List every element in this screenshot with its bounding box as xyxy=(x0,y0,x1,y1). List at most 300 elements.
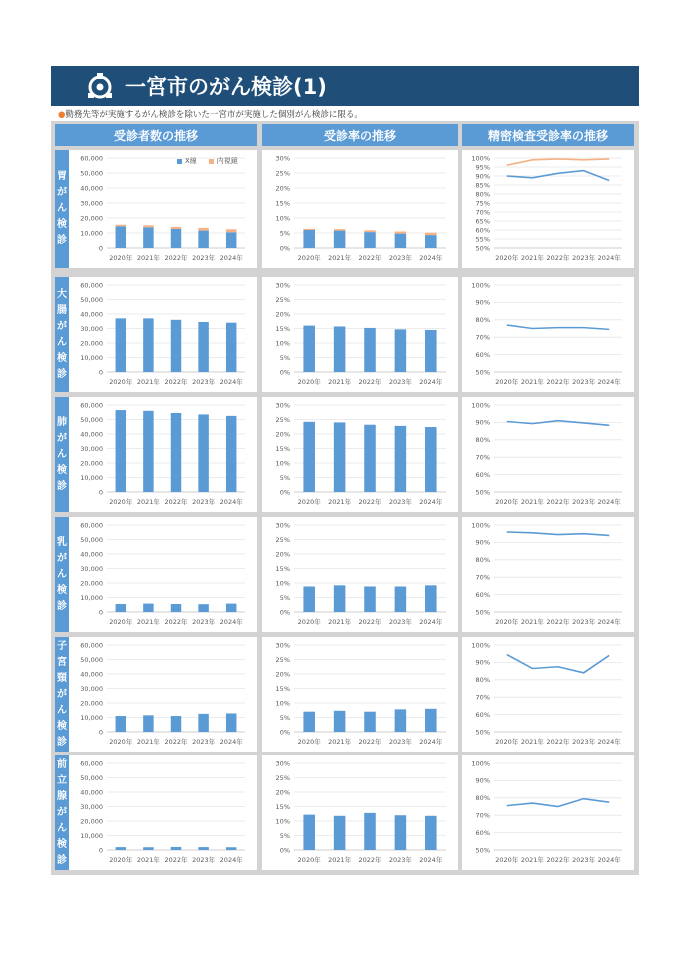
chart-svg xyxy=(462,755,634,870)
bar xyxy=(395,234,407,248)
x-tick-label: 2023年 xyxy=(192,856,216,864)
series-line xyxy=(507,799,609,807)
y-tick-label: 30,000 xyxy=(80,564,103,573)
y-tick-label: 60,000 xyxy=(80,154,103,163)
y-tick-label: 90% xyxy=(475,776,490,785)
x-tick-label: 2023年 xyxy=(572,254,596,262)
chart-svg xyxy=(262,277,458,392)
footnote-text: 勤務先等が実施するがん検診を除いた一宮市が実施した個別がん検診に限る。 xyxy=(65,110,363,120)
y-tick-label: 30,000 xyxy=(80,444,103,453)
bar xyxy=(198,231,208,248)
x-tick-label: 2022年 xyxy=(546,738,570,746)
bar xyxy=(334,816,346,850)
x-tick-label: 2021年 xyxy=(520,856,544,864)
y-tick-label: 60,000 xyxy=(80,641,103,650)
y-tick-label: 30,000 xyxy=(80,684,103,693)
y-tick-label: 30,000 xyxy=(80,199,103,208)
x-tick-label: 2024年 xyxy=(597,856,621,864)
x-tick-label: 2022年 xyxy=(358,498,382,506)
y-tick-label: 0 xyxy=(98,488,103,497)
y-tick-label: 25% xyxy=(275,655,290,664)
y-tick-label: 10,000 xyxy=(80,473,103,482)
bar xyxy=(425,233,437,235)
x-tick-label: 2023年 xyxy=(572,738,596,746)
x-tick-label: 2022年 xyxy=(164,254,188,262)
bar xyxy=(198,414,208,492)
y-tick-label: 10% xyxy=(275,579,290,588)
bar xyxy=(226,229,236,232)
y-tick-label: 70% xyxy=(475,208,490,217)
series-line xyxy=(507,171,609,181)
x-tick-label: 2024年 xyxy=(419,856,443,864)
x-tick-label: 2021年 xyxy=(328,378,352,386)
y-tick-label: 60% xyxy=(475,828,490,837)
y-tick-label: 40,000 xyxy=(80,550,103,559)
x-tick-label: 2020年 xyxy=(297,254,321,262)
bar xyxy=(198,228,208,231)
x-tick-label: 2021年 xyxy=(328,856,352,864)
x-tick-label: 2020年 xyxy=(109,378,133,386)
y-tick-label: 80% xyxy=(475,316,490,325)
column-header: 受診者数の推移 xyxy=(55,124,257,146)
bar xyxy=(226,604,236,612)
chart-legend xyxy=(177,156,238,166)
chart-panel xyxy=(462,277,634,392)
x-tick-label: 2023年 xyxy=(572,618,596,626)
chart-svg xyxy=(462,277,634,392)
chart-svg xyxy=(462,150,634,268)
x-tick-label: 2021年 xyxy=(328,254,352,262)
y-tick-label: 0% xyxy=(279,728,290,737)
y-tick-label: 60,000 xyxy=(80,759,103,768)
x-tick-label: 2024年 xyxy=(419,738,443,746)
y-tick-label: 30% xyxy=(275,521,290,530)
chart-panel xyxy=(462,397,634,512)
y-tick-label: 0% xyxy=(279,368,290,377)
y-tick-label: 5% xyxy=(279,831,290,840)
y-tick-label: 10,000 xyxy=(80,353,103,362)
x-tick-label: 2021年 xyxy=(328,738,352,746)
bar xyxy=(303,815,315,850)
bar xyxy=(425,709,437,732)
bar xyxy=(226,232,236,248)
chart-panel xyxy=(262,755,458,870)
y-tick-label: 15% xyxy=(275,199,290,208)
y-tick-label: 25% xyxy=(275,535,290,544)
bullet-icon: ● xyxy=(58,110,66,120)
bar xyxy=(425,816,437,850)
y-tick-label: 20% xyxy=(275,788,290,797)
y-tick-label: 60,000 xyxy=(80,401,103,410)
bar xyxy=(171,847,181,850)
y-tick-label: 25% xyxy=(275,169,290,178)
x-tick-label: 2022年 xyxy=(546,618,570,626)
bar xyxy=(425,330,437,372)
y-tick-label: 20,000 xyxy=(80,339,103,348)
chart-svg xyxy=(69,150,257,268)
x-tick-label: 2023年 xyxy=(388,618,412,626)
x-tick-label: 2021年 xyxy=(328,498,352,506)
column-header: 受診率の推移 xyxy=(262,124,458,146)
bar xyxy=(143,411,153,492)
x-tick-label: 2021年 xyxy=(520,378,544,386)
bar xyxy=(303,230,315,248)
bar xyxy=(226,847,236,850)
y-tick-label: 55% xyxy=(475,235,490,244)
y-tick-label: 5% xyxy=(279,593,290,602)
y-tick-label: 15% xyxy=(275,324,290,333)
y-tick-label: 30,000 xyxy=(80,802,103,811)
y-tick-label: 20,000 xyxy=(80,579,103,588)
y-tick-label: 0 xyxy=(98,608,103,617)
row-label: 胃 が ん 検 診 xyxy=(55,150,69,268)
chart-panel xyxy=(462,637,634,752)
chart-svg xyxy=(462,637,634,752)
y-tick-label: 65% xyxy=(475,217,490,226)
y-tick-label: 40,000 xyxy=(80,670,103,679)
city-emblem-icon xyxy=(85,71,115,101)
bar xyxy=(143,225,153,227)
chart-svg xyxy=(462,397,634,512)
y-tick-label: 100% xyxy=(471,401,490,410)
bar xyxy=(395,329,407,372)
x-tick-label: 2023年 xyxy=(388,498,412,506)
row-label: 子 宮 頸 が ん 検 診 xyxy=(55,637,69,752)
y-tick-label: 20% xyxy=(275,550,290,559)
y-tick-label: 40,000 xyxy=(80,310,103,319)
y-tick-label: 90% xyxy=(475,538,490,547)
x-tick-label: 2024年 xyxy=(597,738,621,746)
y-tick-label: 0 xyxy=(98,368,103,377)
y-tick-label: 75% xyxy=(475,199,490,208)
y-tick-label: 0% xyxy=(279,846,290,855)
x-tick-label: 2024年 xyxy=(597,254,621,262)
y-tick-label: 60% xyxy=(475,350,490,359)
y-tick-label: 0% xyxy=(279,244,290,253)
chart-svg xyxy=(69,397,257,512)
bar xyxy=(334,422,346,492)
bar xyxy=(226,416,236,492)
bar xyxy=(425,235,437,248)
x-tick-label: 2020年 xyxy=(297,738,321,746)
y-tick-label: 20,000 xyxy=(80,459,103,468)
bar xyxy=(226,713,236,732)
y-tick-label: 10% xyxy=(275,459,290,468)
y-tick-label: 25% xyxy=(275,295,290,304)
x-tick-label: 2023年 xyxy=(192,254,216,262)
y-tick-label: 10,000 xyxy=(80,229,103,238)
y-tick-label: 20,000 xyxy=(80,817,103,826)
chart-svg xyxy=(69,277,257,392)
y-tick-label: 15% xyxy=(275,684,290,693)
x-tick-label: 2021年 xyxy=(136,738,160,746)
bar xyxy=(303,422,315,492)
chart-panel xyxy=(462,517,634,632)
y-tick-label: 60,000 xyxy=(80,281,103,290)
y-tick-label: 20,000 xyxy=(80,699,103,708)
chart-svg xyxy=(69,755,257,870)
y-tick-label: 80% xyxy=(475,794,490,803)
chart-panel xyxy=(69,397,257,512)
row-label: 乳 が ん 検 診 xyxy=(55,517,69,632)
bar xyxy=(198,322,208,372)
x-tick-label: 2023年 xyxy=(572,856,596,864)
y-tick-label: 10% xyxy=(275,817,290,826)
x-tick-label: 2024年 xyxy=(419,618,443,626)
x-tick-label: 2024年 xyxy=(419,378,443,386)
y-tick-label: 60,000 xyxy=(80,521,103,530)
bar xyxy=(303,326,315,372)
x-tick-label: 2022年 xyxy=(164,498,188,506)
y-tick-label: 50,000 xyxy=(80,295,103,304)
chart-svg xyxy=(262,397,458,512)
legend-swatch-xray xyxy=(177,159,182,164)
chart-svg xyxy=(69,637,257,752)
y-tick-label: 100% xyxy=(471,759,490,768)
x-tick-label: 2021年 xyxy=(520,738,544,746)
x-tick-label: 2022年 xyxy=(358,738,382,746)
y-tick-label: 50,000 xyxy=(80,655,103,664)
y-tick-label: 20% xyxy=(275,310,290,319)
x-tick-label: 2022年 xyxy=(164,856,188,864)
x-tick-label: 2023年 xyxy=(388,856,412,864)
y-tick-label: 10% xyxy=(275,699,290,708)
x-tick-label: 2023年 xyxy=(572,498,596,506)
y-tick-label: 5% xyxy=(279,473,290,482)
bar xyxy=(116,847,126,850)
y-tick-label: 15% xyxy=(275,564,290,573)
chart-panel xyxy=(69,755,257,870)
title-bar xyxy=(51,66,639,106)
bar xyxy=(171,604,181,612)
x-tick-label: 2021年 xyxy=(520,254,544,262)
chart-panel xyxy=(69,637,257,752)
y-tick-label: 20,000 xyxy=(80,214,103,223)
x-tick-label: 2024年 xyxy=(597,618,621,626)
bar xyxy=(143,227,153,248)
x-tick-label: 2024年 xyxy=(219,856,243,864)
y-tick-label: 50% xyxy=(475,728,490,737)
y-tick-label: 50,000 xyxy=(80,535,103,544)
bar xyxy=(395,426,407,492)
y-tick-label: 50% xyxy=(475,608,490,617)
series-line xyxy=(507,655,609,673)
y-tick-label: 30% xyxy=(275,154,290,163)
footnote xyxy=(58,108,363,120)
bar xyxy=(334,326,346,372)
bar xyxy=(171,229,181,248)
y-tick-label: 60% xyxy=(475,470,490,479)
x-tick-label: 2020年 xyxy=(109,498,133,506)
x-tick-label: 2022年 xyxy=(358,618,382,626)
bar xyxy=(395,586,407,612)
x-tick-label: 2023年 xyxy=(388,254,412,262)
bar xyxy=(334,231,346,248)
y-tick-label: 5% xyxy=(279,353,290,362)
x-tick-label: 2022年 xyxy=(546,378,570,386)
chart-panel xyxy=(69,150,257,268)
y-tick-label: 25% xyxy=(275,415,290,424)
y-tick-label: 20% xyxy=(275,184,290,193)
x-tick-label: 2023年 xyxy=(192,738,216,746)
x-tick-label: 2020年 xyxy=(109,254,133,262)
x-tick-label: 2023年 xyxy=(192,498,216,506)
bar xyxy=(364,586,376,612)
y-tick-label: 100% xyxy=(471,641,490,650)
y-tick-label: 100% xyxy=(471,521,490,530)
chart-svg xyxy=(262,755,458,870)
y-tick-label: 50,000 xyxy=(80,169,103,178)
y-tick-label: 70% xyxy=(475,811,490,820)
page-title: 一宮市のがん検診(1) xyxy=(125,75,327,99)
legend-label-endoscopy: 内視鏡 xyxy=(216,157,238,165)
y-tick-label: 95% xyxy=(475,163,490,172)
x-tick-label: 2020年 xyxy=(495,254,519,262)
row-label: 大 腸 が ん 検 診 xyxy=(55,277,69,392)
bar xyxy=(364,712,376,732)
x-tick-label: 2023年 xyxy=(192,378,216,386)
y-tick-label: 20% xyxy=(275,670,290,679)
bar xyxy=(143,318,153,372)
y-tick-label: 20% xyxy=(275,430,290,439)
y-tick-label: 15% xyxy=(275,802,290,811)
x-tick-label: 2022年 xyxy=(546,254,570,262)
y-tick-label: 30,000 xyxy=(80,324,103,333)
bar xyxy=(303,229,315,230)
bar xyxy=(364,425,376,492)
bar xyxy=(116,226,126,248)
chart-panel xyxy=(262,277,458,392)
bar xyxy=(171,320,181,372)
x-tick-label: 2020年 xyxy=(495,856,519,864)
y-tick-label: 60% xyxy=(475,590,490,599)
x-tick-label: 2020年 xyxy=(297,856,321,864)
y-tick-label: 80% xyxy=(475,556,490,565)
y-tick-label: 60% xyxy=(475,226,490,235)
x-tick-label: 2020年 xyxy=(109,856,133,864)
x-tick-label: 2024年 xyxy=(219,254,243,262)
y-tick-label: 30% xyxy=(275,641,290,650)
bar xyxy=(171,227,181,229)
chart-panel xyxy=(262,637,458,752)
bar xyxy=(395,709,407,732)
bar xyxy=(395,815,407,850)
x-tick-label: 2020年 xyxy=(109,738,133,746)
bar xyxy=(303,712,315,732)
y-tick-label: 50,000 xyxy=(80,773,103,782)
y-tick-label: 80% xyxy=(475,676,490,685)
y-tick-label: 10,000 xyxy=(80,593,103,602)
x-tick-label: 2020年 xyxy=(109,618,133,626)
chart-svg xyxy=(462,517,634,632)
x-tick-label: 2024年 xyxy=(219,498,243,506)
bar xyxy=(364,328,376,372)
y-tick-label: 90% xyxy=(475,172,490,181)
y-tick-label: 40,000 xyxy=(80,788,103,797)
y-tick-label: 0 xyxy=(98,846,103,855)
y-tick-label: 0% xyxy=(279,488,290,497)
bar xyxy=(171,716,181,732)
y-tick-label: 85% xyxy=(475,181,490,190)
y-tick-label: 10% xyxy=(275,339,290,348)
x-tick-label: 2024年 xyxy=(219,618,243,626)
bar xyxy=(116,410,126,492)
chart-svg xyxy=(262,150,458,268)
x-tick-label: 2020年 xyxy=(495,378,519,386)
chart-panel xyxy=(262,397,458,512)
x-tick-label: 2024年 xyxy=(597,378,621,386)
bar xyxy=(364,813,376,850)
bar xyxy=(143,715,153,732)
y-tick-label: 80% xyxy=(475,190,490,199)
chart-panel xyxy=(69,277,257,392)
x-tick-label: 2021年 xyxy=(136,254,160,262)
x-tick-label: 2022年 xyxy=(164,618,188,626)
x-tick-label: 2022年 xyxy=(546,498,570,506)
bar xyxy=(334,229,346,231)
y-tick-label: 10,000 xyxy=(80,831,103,840)
x-tick-label: 2022年 xyxy=(546,856,570,864)
chart-svg xyxy=(69,517,257,632)
y-tick-label: 10,000 xyxy=(80,713,103,722)
bar xyxy=(143,847,153,850)
x-tick-label: 2023年 xyxy=(388,378,412,386)
bar xyxy=(364,230,376,232)
x-tick-label: 2022年 xyxy=(358,378,382,386)
chart-panel xyxy=(262,517,458,632)
chart-svg xyxy=(262,517,458,632)
bar xyxy=(116,604,126,612)
chart-svg xyxy=(262,637,458,752)
y-tick-label: 15% xyxy=(275,444,290,453)
y-tick-label: 30% xyxy=(275,401,290,410)
x-tick-label: 2022年 xyxy=(164,378,188,386)
legend-swatch-endoscopy xyxy=(209,159,214,164)
y-tick-label: 90% xyxy=(475,298,490,307)
chart-panel xyxy=(462,150,634,268)
y-tick-label: 25% xyxy=(275,773,290,782)
x-tick-label: 2024年 xyxy=(419,254,443,262)
y-tick-label: 50% xyxy=(475,368,490,377)
series-line xyxy=(507,532,609,535)
x-tick-label: 2020年 xyxy=(297,498,321,506)
chart-panel xyxy=(262,150,458,268)
row-label: 肺 が ん 検 診 xyxy=(55,397,69,512)
bar xyxy=(334,711,346,732)
x-tick-label: 2021年 xyxy=(136,378,160,386)
y-tick-label: 70% xyxy=(475,453,490,462)
x-tick-label: 2023年 xyxy=(572,378,596,386)
x-tick-label: 2022年 xyxy=(164,738,188,746)
y-tick-label: 30% xyxy=(275,281,290,290)
bar xyxy=(198,847,208,850)
x-tick-label: 2024年 xyxy=(219,738,243,746)
y-tick-label: 40,000 xyxy=(80,430,103,439)
bar xyxy=(226,323,236,372)
x-tick-label: 2021年 xyxy=(520,498,544,506)
y-tick-label: 50% xyxy=(475,488,490,497)
bar xyxy=(303,586,315,612)
y-tick-label: 0 xyxy=(98,244,103,253)
chart-panel xyxy=(462,755,634,870)
y-tick-label: 90% xyxy=(475,418,490,427)
y-tick-label: 0% xyxy=(279,608,290,617)
x-tick-label: 2021年 xyxy=(328,618,352,626)
bar xyxy=(364,232,376,248)
y-tick-label: 50,000 xyxy=(80,415,103,424)
bar xyxy=(171,413,181,492)
y-tick-label: 5% xyxy=(279,229,290,238)
